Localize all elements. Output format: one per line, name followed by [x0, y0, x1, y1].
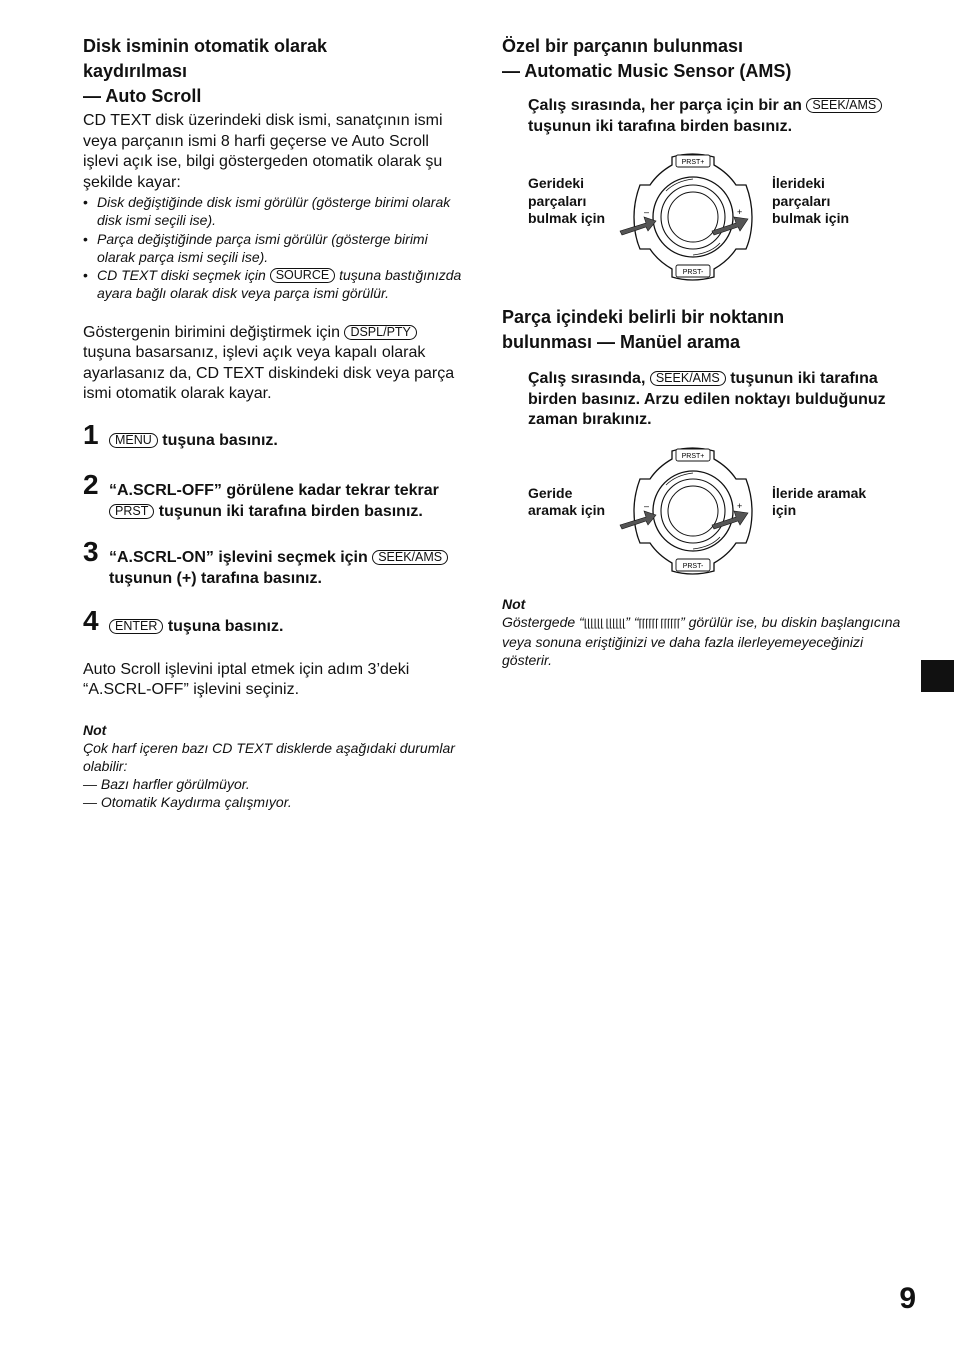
- list-item: • Disk değiştiğinde disk ismi görülür (gösterge birimi olarak disk ismi seçili ise).: [83, 194, 451, 229]
- list-item: • Parça değiştiğinde parça ismi görülür (gösterge birimi olarak parça ismi seçili ise).: [83, 230, 428, 265]
- note-left: Not Çok harf içeren bazı CD TEXT disklerde aşağıdaki durumlar olabilir: — Bazı harfler görülmüyor. — Otomatik Kaydırma çalışmıyor.: [83, 721, 455, 810]
- ams-diagram: [502, 151, 902, 281]
- svg-text:–: –: [644, 500, 650, 511]
- enter-key: ENTER: [109, 619, 163, 634]
- prst-plus-label: PRST+: [681, 159, 705, 166]
- ams-right-label: İlerideki parçaları bulmak için: [772, 175, 850, 226]
- dspl-pty-key: DSPL/PTY: [344, 325, 416, 340]
- intro-paragraph: CD TEXT disk üzerindeki disk ismi, sanatçının ismi veya parçanın ismi 8 harfi geçerse ve Auto Scroll işlevi açık ise, bilgi göstergeden otomatik olarak şu şekilde kayar:: [83, 112, 443, 191]
- right-column: [502, 34, 902, 669]
- manual-diagram: [502, 445, 902, 575]
- display-segment-end: ⌈⌈⌈⌈⌈⌈ ⌈⌈⌈⌈⌈⌈: [638, 617, 681, 630]
- svg-text:–: –: [644, 207, 650, 217]
- menu-key: MENU: [109, 433, 158, 448]
- list-item: • CD TEXT diski seçmek için SOURCE tuşuna bastığınızda ayara bağlı olarak disk veya parça ismi görülür.: [83, 267, 462, 302]
- source-key: SOURCE: [270, 268, 335, 283]
- section-tab-marker: [921, 660, 954, 692]
- bullet-list: [83, 193, 468, 303]
- manual-right-label: İleride aramak için: [772, 484, 867, 518]
- manual-search-heading: Parça içindeki belirli bir noktanın bulunması — Manüel arama: [502, 307, 785, 352]
- prst-plus-label: PRST+: [681, 452, 705, 460]
- prst-minus-label: PRST-: [682, 269, 704, 276]
- seek-knob-diagram: [616, 151, 766, 281]
- manual-left-label: Geride aramak için: [528, 484, 606, 518]
- page-number: 9: [899, 1282, 916, 1315]
- seek-ams-key: SEEK/AMS: [372, 550, 448, 565]
- step-3: 3 “A.SCRL-ON” işlevini seçmek için SEEK/AMS tuşunun (+) tarafına basınız.: [83, 548, 468, 589]
- ams-instruction: Çalış sırasında, her parça için bir an SEEK/AMS tuşunun iki tarafına birden basınız.: [502, 96, 902, 137]
- seek-ams-key: SEEK/AMS: [806, 98, 882, 113]
- prst-key: PRST: [109, 504, 154, 519]
- step-4: 4 ENTER tuşuna basınız.: [83, 605, 284, 637]
- ams-left-label: Gerideki parçaları bulmak için: [528, 175, 606, 226]
- note-right: Not Göstergede “⌊⌊⌊⌊⌊⌊ ⌊⌊⌊⌊⌊⌊” “⌈⌈⌈⌈⌈⌈ ⌈⌈⌈⌈⌈⌈” görülür ise, bu diskin başlangıcına veya sonuna eriştiğinizi ve daha fazla ilerleyemeyeceğinizi gösterir.: [502, 595, 901, 668]
- cancel-paragraph: Auto Scroll işlevini iptal etmek için adım 3’deki “A.SCRL-OFF” işlevini seçiniz.: [83, 660, 410, 699]
- manual-instruction: Çalış sırasında, SEEK/AMS tuşunun iki tarafına birden basınız. Arzu edilen noktayı bulduğunuz zaman bırakınız.: [528, 370, 886, 428]
- seek-knob-diagram: [616, 445, 766, 575]
- display-paragraph: Göstergenin birimini değiştirmek için DSPL/PTY tuşuna basarsanız, işlevi açık veya kapalı olarak ayarlasanız da, CD TEXT diskindeki disk veya parça ismi otomatik olarak kayar.: [83, 323, 455, 403]
- display-segment-start: ⌊⌊⌊⌊⌊⌊ ⌊⌊⌊⌊⌊⌊: [583, 617, 626, 630]
- left-column: [83, 34, 468, 811]
- auto-scroll-heading: Disk isminin otomatik olarak kaydırılması — Auto Scroll: [83, 36, 328, 106]
- svg-text:+: +: [737, 500, 743, 511]
- step-1: 1 MENU tuşuna basınız.: [83, 418, 278, 450]
- prst-minus-label: PRST-: [682, 562, 704, 570]
- step-2: 2 “A.SCRL-OFF” görülene kadar tekrar tekrar PRST tuşunun iki tarafına birden basınız.: [83, 469, 439, 520]
- svg-text:+: +: [737, 207, 743, 217]
- ams-heading: Özel bir parçanın bulunması — Automatic Music Sensor (AMS): [502, 36, 792, 81]
- seek-ams-key: SEEK/AMS: [650, 371, 726, 386]
